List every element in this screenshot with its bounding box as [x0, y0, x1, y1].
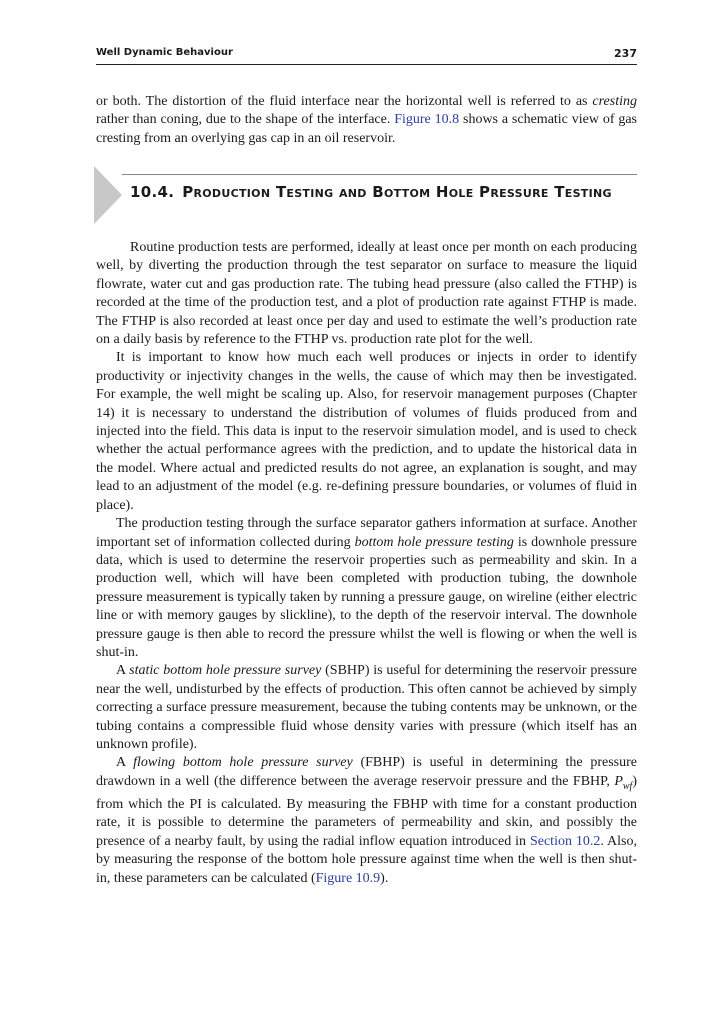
- page-number: 237: [614, 47, 637, 60]
- paragraph-5-text-c: ) from which the PI is calculated. By measuring the FBHP with time for a constant production rate, it is possible to determine the parameters of permeability and skin, and possibly the presence of a nearby fault, by using the radial inflow equation introduced in: [96, 773, 637, 849]
- figure-10-8-link[interactable]: Figure 10.8: [394, 112, 460, 128]
- section-10-2-link[interactable]: Section 10.2: [529, 833, 601, 849]
- section-arrow-icon: [92, 166, 124, 224]
- paragraph-5: [96, 754, 637, 888]
- figure-10-9-link[interactable]: Figure 10.9: [315, 870, 381, 886]
- paragraph-4-emphasis: static bottom hole pressure survey: [129, 663, 322, 679]
- paragraph-1: Routine production tests are performed, ideally at least once per month on each producing well, by diverting the production through the test separator on surface to measure the liquid flowrate, water cut and gas production rate. The tubing head pressure (also called the FTHP) is recorded at the time of the production test, and a plot of production rate against FTHP is made. The FTHP is also recorded at least once per day and used to estimate the well’s production rate on a daily basis by reference to the FTHP vs. production rate plot for the well.: [96, 240, 637, 348]
- section-number: 10.4.: [130, 183, 175, 201]
- paragraph-5-text-d: . Also, by measuring the response of the bottom hole pressure against time when the well is then shut-in, these parameters can be calculated (: [96, 833, 637, 886]
- section-heading: [92, 166, 637, 224]
- paragraph-3: [96, 515, 637, 662]
- paragraph-5-text-b: (FBHP) is useful in determining the pressure drawdown in a well (the difference between the average reservoir pressure and the FBHP,: [96, 755, 638, 789]
- paragraph-3-emphasis: bottom hole pressure testing: [354, 534, 514, 550]
- running-head: [96, 44, 637, 65]
- intro-text-1: or both. The distortion of the fluid interface near the horizontal well is referred to as: [96, 94, 593, 109]
- paragraph-2: It is important to know how much each well produces or injects in order to identify productivity or injectivity changes in the wells, the cause of which may then be investigated. For example, the well might be scaling up. Also, for reservoir management purposes (Chapter 14) it is necessary to understand the distribution of volumes of fluids produced from and injected into the field. This data is input to the reservoir simulation model, and is used to check whether the actual performance agrees with the prediction, and to update the historical data in the model. Where actual and predicted results do not agree, an explanation is sought, and may lead to an adjustment of the model (e.g. re-defining pressure boundaries, or volumes of fluid in place).: [96, 350, 637, 513]
- paragraph-3-text-a: The production testing through the surface separator gathers information at surface. Another important set of information collected during: [96, 516, 637, 550]
- section-rule: [122, 174, 637, 175]
- paragraph-4-text-b: (SBHP) is useful for determining the reservoir pressure near the well, undisturbed by the effects of production. This often cannot be achieved by simply correcting a surface pressure measurement, because the tubing contents may be unknown, or the tubing contains a compressible fluid whose density varies with pressure (which itself has an unknown profile).: [96, 663, 638, 752]
- intro-text-2: rather than coning, due to the shape of the interface.: [96, 112, 395, 128]
- paragraph-5-text-a: A: [116, 755, 134, 771]
- intro-emphasis: cresting: [592, 94, 637, 109]
- pwf-subscript: wf: [622, 780, 633, 792]
- paragraph-5-text-e: ).: [380, 870, 389, 886]
- section-title: [130, 182, 630, 202]
- section-title-text: Production Testing and Bottom Hole Pressure Testing: [182, 183, 612, 201]
- paragraph-4-text-a: A: [116, 663, 130, 679]
- paragraph-4: [96, 662, 637, 754]
- intro-paragraph: [96, 93, 637, 148]
- paragraph-5-emphasis: flowing bottom hole pressure survey: [133, 755, 353, 771]
- section-body: [96, 239, 637, 888]
- running-head-title: Well Dynamic Behaviour: [96, 47, 233, 58]
- intro-text-3: shows a schematic view of gas cresting from an overlying gas cap in an oil reservoir.: [96, 112, 638, 146]
- paragraph-3-text-b: is downhole pressure data, which is used to determine the reservoir properties such as permeability and skin. In a production well, which will have been completed with production tubing, the downhole pressure measurement is typically taken by running a pressure gauge, on wireline (either electric line or with memory gauges by slickline), to the depth of the reservoir interval. The downhole pressure gauge is then able to record the pressure whilst the well is flowing or when the well is shut-in.: [96, 534, 638, 660]
- pwf-symbol: P: [614, 773, 623, 789]
